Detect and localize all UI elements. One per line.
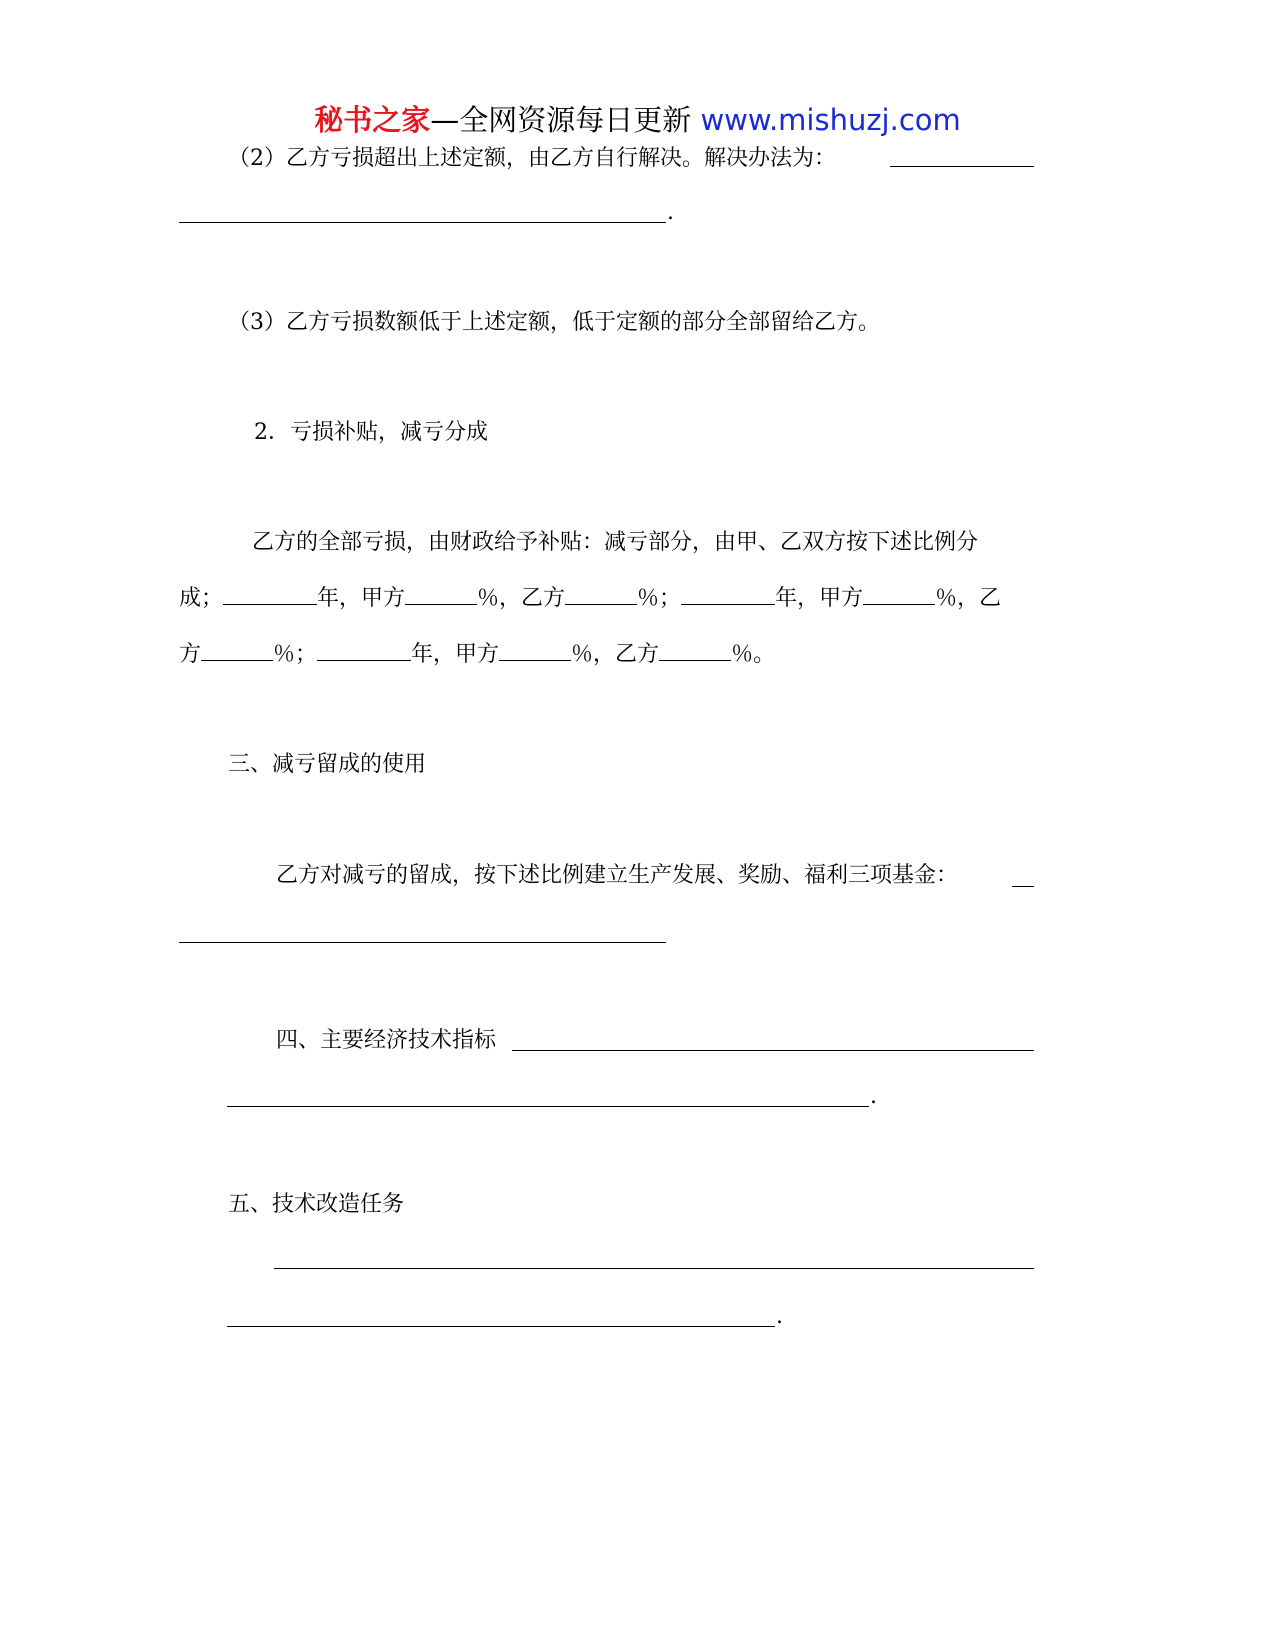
section-3-heading: 三、减亏留成的使用 (228, 752, 427, 777)
section-3-paragraph: 乙方对减亏的留成，按下述比例建立生产发展、奖励、福利三项基金： (276, 863, 959, 888)
text: ％； (273, 642, 318, 667)
text: 年，甲方 (411, 642, 500, 667)
item-2-text (228, 144, 836, 174)
fill-blank[interactable] (890, 166, 1034, 167)
item-2-label: （2）乙方亏损超出上述定额，由乙方自行解决。解决办法为： (228, 146, 836, 171)
party-a-percent-blank[interactable] (863, 584, 935, 605)
year-blank[interactable] (223, 584, 317, 605)
year-blank[interactable] (681, 584, 775, 605)
fill-blank[interactable] (179, 942, 666, 943)
section-2-paragraph-line-2 (179, 584, 1001, 614)
fill-blank[interactable] (179, 222, 666, 223)
period: . (870, 1084, 877, 1109)
period: . (776, 1304, 783, 1329)
text: 年，甲方 (775, 586, 864, 611)
party-b-percent-blank[interactable] (201, 640, 273, 661)
period: . (667, 200, 674, 225)
slogan: —全网资源每日更新 (430, 103, 692, 137)
text: ％，乙方 (571, 642, 660, 667)
text: 成； (179, 586, 224, 611)
section-2-paragraph-line-3 (179, 640, 775, 670)
section-2-paragraph-line-1: 乙方的全部亏损，由财政给予补贴：减亏部分，由甲、乙双方按下述比例分 (252, 530, 979, 555)
party-a-percent-blank[interactable] (499, 640, 571, 661)
text: 方 (179, 642, 202, 667)
section-4-heading: 四、主要经济技术指标 (276, 1028, 497, 1053)
year-blank[interactable] (317, 640, 411, 661)
party-b-percent-blank[interactable] (659, 640, 731, 661)
party-b-percent-blank[interactable] (565, 584, 637, 605)
section-2-heading: 2．亏损补贴，减亏分成 (254, 420, 488, 445)
section-5-heading: 五、技术改造任务 (228, 1192, 405, 1217)
text: ％； (637, 586, 682, 611)
fill-blank[interactable] (274, 1268, 1034, 1269)
text: ％，乙 (935, 586, 1002, 611)
item-3-text: （3）乙方亏损数额低于上述定额，低于定额的部分全部留给乙方。 (228, 310, 880, 335)
fill-blank[interactable] (1012, 886, 1034, 887)
party-a-percent-blank[interactable] (405, 584, 477, 605)
brand-name: 秘书之家 (314, 103, 431, 137)
watermark-header (0, 98, 1275, 139)
fill-blank[interactable] (227, 1106, 869, 1107)
text: 年，甲方 (317, 586, 406, 611)
fill-blank[interactable] (512, 1050, 1034, 1051)
text: ％。 (731, 642, 776, 667)
website-link[interactable]: www.mishuzj.com (700, 103, 961, 137)
text: ％，乙方 (477, 586, 566, 611)
fill-blank[interactable] (227, 1326, 775, 1327)
